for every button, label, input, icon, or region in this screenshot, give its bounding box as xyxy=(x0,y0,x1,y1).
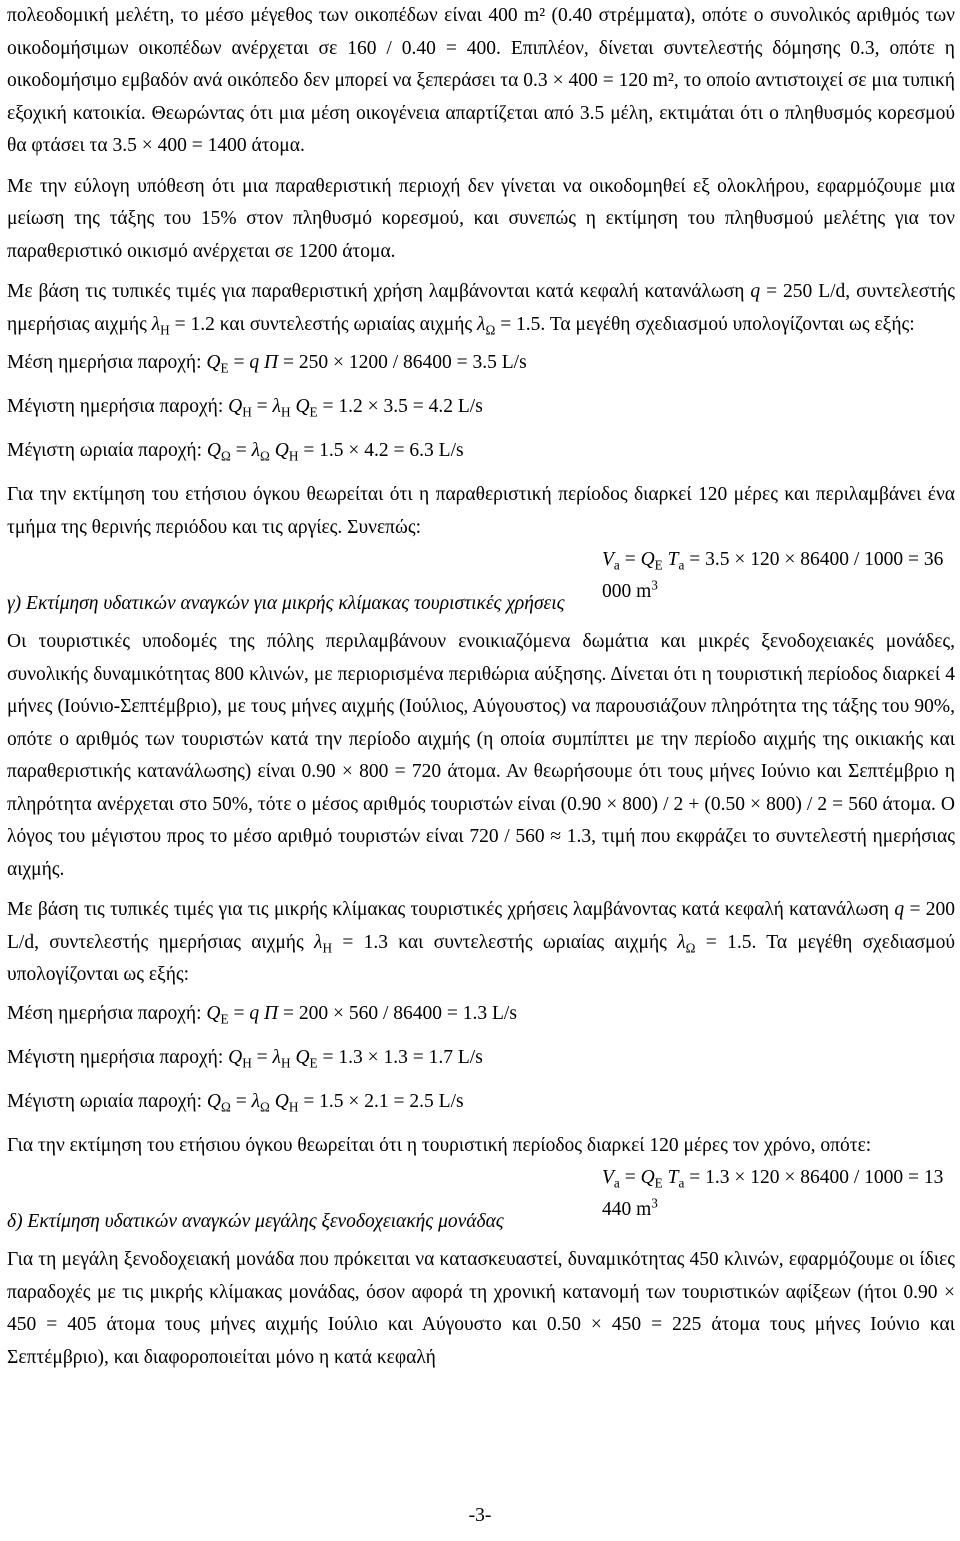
document-page xyxy=(7,0,955,1374)
paragraph-large-hotel: Για τη μεγάλη ξενοδοχειακή μονάδα που πρόκειται να κατασκευαστεί, δυναμικότητας 450 κλινών, εφαρμόζουμε οι ίδιες παραδοχές με τις μικρής κλίμακας μονάδας, όσον αφορά τη χρονική κατανομή των τουριστικών αφίξεων (ήτοι 0.90 × 450 = 405 άτομα τους μήνες αιχμής Ιούλιο και Αύγουστο και 0.50 × 450 = 225 άτομα τους μήνες Ιούνιο και Σεπτέμβριο), και διαφοροποιείται μόνο η κατά κεφαλή xyxy=(7,1249,955,1368)
paragraph-holiday-values: Με βάση τις τυπικές τιμές για παραθεριστική χρήση λαμβάνονται κατά κεφαλή κατανάλωση q = 250 L/d, συντελεστής ημερήσιας αιχμής $\lambda_H = 1.2$ και συντελεστής ωριαίας αιχμής $\lambda_\Omega = 1.5$. Τα μεγέθη σχεδιασμού υπολογίζονται ως εξής: xyxy=(7,281,955,338)
section-heading-large-hotel: δ) Εκτίμηση υδατικών αναγκών μεγάλης ξενοδοχειακής μονάδας xyxy=(7,1211,504,1232)
paragraph-tourism-values: Με βάση τις τυπικές τιμές για τις μικρής κλίμακας τουριστικές χρήσεις λαμβάνοντας κατά κεφαλή κατανάλωση q = 200 L/d, συντελεστής ημερήσιας αιχμής $\lambda_H = 1.3$ και συντελεστής ωριαίας αιχμής $\lambda_\Omega = 1.5$. Τα μεγέθη σχεδιασμού υπολογίζονται ως εξής: xyxy=(7,899,956,985)
paragraph-intro: πολεοδομική μελέτη, το μέσο μέγεθος των οικοπέδων είναι 400 m² (0.40 στρέμματα), οπότε ο συνολικός αριθμός των οικοδομήσιμων οικοπέδων ανέρχεται σε 160 / 0.40 = 400. Επιπλέον, δίνεται συντελεστής δόμησης 0.3, οπότε η οικοδομήσιμο εμβαδόν ανά οικόπεδο δεν μπορεί να ξεπεράσει τα 0.3 × 400 = 120 m², το οποίο αντιστοιχεί σε μια τυπική εξοχική κατοικία. Θεωρώντας ότι μια μέση οικογένεια απαρτίζεται από 3.5 μέλη, εκτιμάται ότι ο πληθυσμός κορεσμού θα φτάσει τα 3.5 × 400 = 1400 άτομα. xyxy=(7,5,955,156)
section-heading-small-tourism: γ) Εκτίμηση υδατικών αναγκών για μικρής κλίμακας τουριστικές χρήσεις xyxy=(7,593,565,614)
equation-tourism-mean-daily-flow: Μέση ημερήσια παροχή: $Q_E = q$ Π = 200 × 560 / 86400 = 1.3 L/s xyxy=(7,1002,517,1027)
paragraph-annual-volume-tourism: Για την εκτίμηση του ετήσιου όγκου θεωρείται ότι η τουριστική περίοδος διαρκεί 120 μέρες τον χρόνο, οπότε: xyxy=(7,1134,872,1156)
equation-mean-daily-flow: Μέση ημερήσια παροχή: $Q_E = q$ Π = 250 × 1200 / 86400 = 3.5 L/s xyxy=(7,352,527,376)
paragraph-tourism-infrastructure: Οι τουριστικές υποδομές της πόλης περιλαμβάνουν ενοικιαζόμενα δωμάτια και μικρές ξενοδοχειακές μονάδες, συνολικής δυναμικότητας 800 κλινών, με περιορισμένα περιθώρια αύξησης. Δίνεται ότι η τουριστική περίοδος διαρκεί 4 μήνες (Ιούνιο-Σεπτέμβριο), με τους μήνες αιχμής (Ιούλιος, Αύγουστος) να παρουσιάζουν πληρότητα της τάξης του 90%, οπότε ο αριθμός των τουριστών κατά την περίοδο αιχμής (η οποία συμπίπτει με την περίοδο αιχμής της οικιακής και παραθεριστικής κατανάλωσης) είναι 0.90 × 800 = 720 άτομα. Αν θεωρήσουμε ότι τους μήνες Ιούνιο και Σεπτέμβριο η πληρότητα ανέρχεται στο 50%, τότε ο μέσος αριθμός τουριστών είναι (0.90 × 800) / 2 + (0.50 × 800) / 2 = 560 άτομα. Ο λόγος του μέγιστου προς το μέσο αριθμό τουριστών είναι 720 / 560 ≈ 1.3, τιμή που εκφράζει το συντελεστή ημερήσιας αιχμής. xyxy=(7,631,955,880)
equation-tourism-max-hourly-flow: Μέγιστη ωριαία παροχή: $Q_\Omega = \lambda_\Omega$ $Q_H = 1.5 \times 2.1 = 2.5$ L/s xyxy=(7,1090,464,1115)
equation-max-daily-flow: Μέγιστη ημερήσια παροχή: $Q_H = \lambda_H$ $Q_E = 1.2 \times 3.5 = 4.2$ L/s xyxy=(7,396,483,420)
paragraph-annual-volume-holiday: Για την εκτίμηση του ετήσιου όγκου θεωρείται ότι η παραθεριστική περίοδος διαρκεί 120 μέρες και περιλαμβάνει ένα τμήμα της θερινής περιόδου και τις αργίες. Συνεπώς: xyxy=(7,484,955,538)
paragraph-reduction: Με την εύλογη υπόθεση ότι μια παραθεριστική περιοχή δεν γίνεται να οικοδομηθεί εξ ολοκλήρου, εφαρμόζουμε μια μείωση της τάξης του 15% στον πληθυσμό κορεσμού, και συνεπώς η εκτίμηση του πληθυσμού μελέτης για τον παραθεριστικό οικισμό ανέρχεται σε 1200 άτομα. xyxy=(7,175,955,262)
equation-max-hourly-flow: Μέγιστη ωριαία παροχή: $Q_\Omega = \lambda_\Omega$ $Q_H = 1.5 \times 4.2 = 6.3$ L/s xyxy=(7,440,464,464)
equation-tourism-max-daily-flow: Μέγιστη ημερήσια παροχή: $Q_H = \lambda_H$ $Q_E = 1.3 \times 1.3 = 1.7$ L/s xyxy=(7,1046,483,1071)
equation-annual-volume-holiday: $V_a = Q_E$ $T_a = 3.5 \times 120 \times 86400 / 1000 = 36$ 000 $m^3$ xyxy=(602,549,944,602)
equation-annual-volume-tourism: $V_a = Q_E$ $T_a = 1.3 \times 120 \times 86400 / 1000 = 13$ 440 $m^3$ xyxy=(602,1167,944,1220)
page-number: -3- xyxy=(468,1505,492,1526)
